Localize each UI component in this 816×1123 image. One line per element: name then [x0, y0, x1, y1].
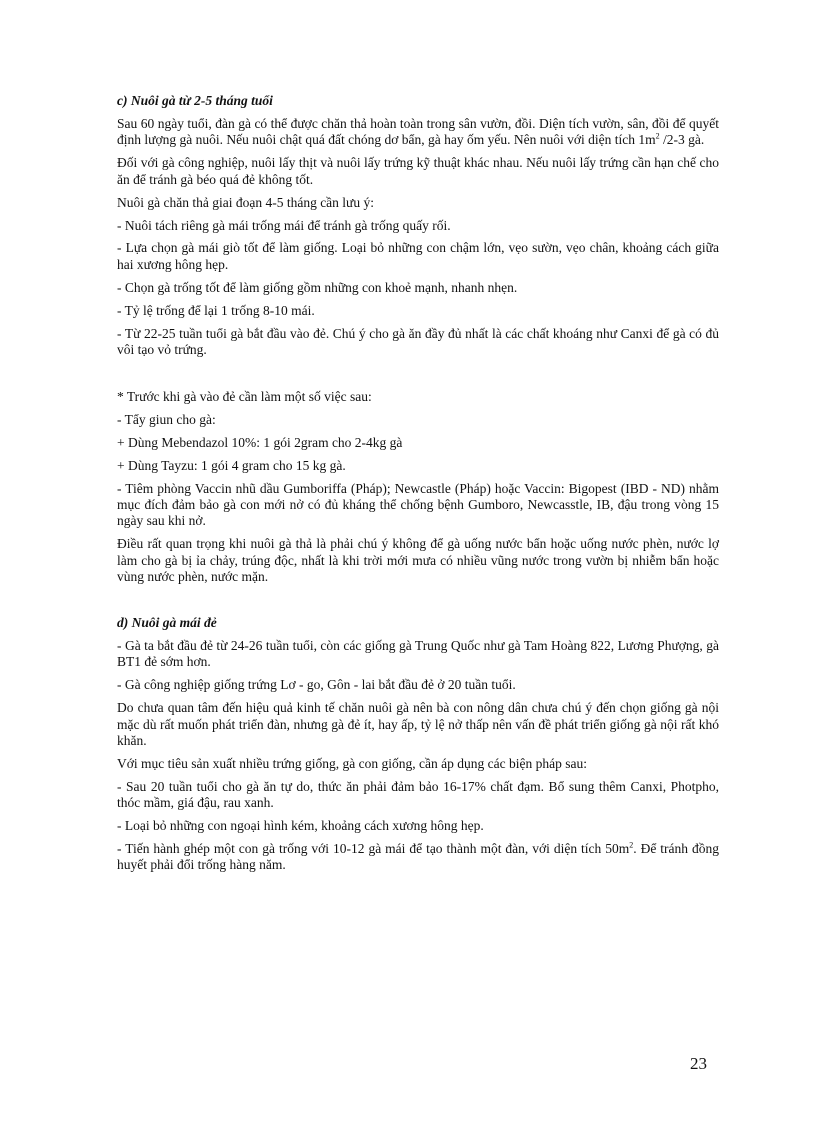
paragraph: Do chưa quan tâm đến hiệu quả kinh tế chăn nuôi gà nên bà con nông dân chưa chú ý đến chọn giống gà nội mặc dù rất muốn phát triển đàn, nhưng gà đẻ ít, hay ấp, tỷ lệ nở thấp nên vấn đề phát triển giống gà nội rất khó khăn.: [117, 700, 719, 748]
superscript: 2: [629, 840, 634, 850]
list-item: + Dùng Tayzu: 1 gói 4 gram cho 15 kg gà.: [117, 457, 346, 473]
text: /2-3 gà.: [659, 132, 705, 148]
page-content: [117, 92, 719, 880]
paragraph: Điều rất quan trọng khi nuôi gà thả là phải chú ý không để gà uống nước bẩn hoặc uống nước phèn, nước lợ làm cho gà bị ỉa chảy, trúng độc, nhất là khi trời mới mưa có nhiều vũng nước trong vườn bị nhiễm bẩn hoặc vùng nước phèn, nước mặn.: [117, 536, 719, 585]
text: - Tiến hành ghép một con gà trống với 10-12 gà mái để tạo thành một đàn, với diện tích 50m: [117, 841, 630, 856]
text: . Để tránh đồng huyết phải đổi trống hàng năm.: [117, 841, 719, 873]
list-item: + Dùng Mebendazol 10%: 1 gói 2gram cho 2-4kg gà: [117, 434, 403, 450]
list-item: - Gà công nghiệp giống trứng Lơ - go, Gôn - lai bắt đầu đẻ ở 20 tuần tuổi.: [117, 677, 516, 693]
text: Sau 60 ngày tuổi, đàn gà có thể được chăn thả hoàn toàn trong sân vườn, đồi. Diện tích vườn, sân, đồi để quyết định lượng gà nuôi. Nếu nuôi chật quá đất chóng dơ bẩn, gà hay ốm yếu. Nên nuôi với diện tích 1m: [117, 116, 719, 148]
page-number: 23: [690, 1054, 707, 1073]
paragraph: Nuôi gà chăn thả giai đoạn 4-5 tháng cần lưu ý:: [117, 194, 374, 210]
list-item: - Tẩy giun cho gà:: [117, 411, 216, 427]
list-item: - Nuôi tách riêng gà mái trống mái để tránh gà trống quấy rối.: [117, 217, 451, 233]
paragraph: Đối với gà công nghiệp, nuôi lấy thịt và nuôi lấy trứng kỹ thuật khác nhau. Nếu nuôi lấy trứng cần hạn chế cho ăn để tránh gà béo quá đẻ không tốt.: [117, 155, 719, 187]
list-item: - Loại bỏ những con ngoại hình kém, khoảng cách xương hông hẹp.: [117, 818, 484, 834]
spacer: [117, 365, 719, 389]
list-item: - Lựa chọn gà mái giò tốt để làm giống. Loại bỏ những con chậm lớn, vẹo sườn, vẹo chân, khoảng cách giữa hai xương hông hẹp.: [117, 240, 719, 272]
section-d-heading: d) Nuôi gà mái đẻ: [117, 614, 217, 630]
section-c-heading: c) Nuôi gà từ 2-5 tháng tuổi: [117, 93, 273, 108]
superscript: 2: [655, 131, 660, 141]
list-item: - Sau 20 tuần tuổi cho gà ăn tự do, thức ăn phải đảm bảo 16-17% chất đạm. Bổ sung thêm Canxi, Photpho, thóc mầm, giá đậu, rau xanh.: [117, 778, 719, 811]
list-item: - Tiêm phòng Vaccin nhũ dầu Gumboriffa (Pháp); Newcastle (Pháp) hoặc Vaccin: Bigopest (IBD - ND) nhằm mục đích đảm bảo gà con mới nở có đủ kháng thể chống bệnh Gumboro, Newcasstle, IB, đậu trong vòng 15 ngày sau khi nở.: [117, 480, 719, 529]
paragraph: [117, 116, 719, 149]
list-item: - Tỷ lệ trống để lại 1 trống 8-10 mái.: [117, 302, 315, 318]
list-item: - Chọn gà trống tốt để làm giống gồm những con khoẻ mạnh, nhanh nhẹn.: [117, 279, 518, 295]
list-item: - Gà ta bắt đầu đẻ từ 24-26 tuần tuổi, còn các giống gà Trung Quốc như gà Tam Hoàng 822, Lương Phượng, gà BT1 đẻ sớm hơn.: [117, 637, 719, 670]
spacer: [117, 592, 719, 614]
list-item: - Từ 22-25 tuần tuổi gà bắt đầu vào đẻ. Chú ý cho gà ăn đầy đủ nhất là các chất khoáng như Canxi để gà có đủ vôi tạo vỏ trứng.: [117, 325, 719, 357]
list-item: [117, 841, 719, 874]
paragraph: Với mục tiêu sản xuất nhiều trứng giống, gà con giống, cần áp dụng các biện pháp sau:: [117, 755, 587, 771]
paragraph: * Trước khi gà vào đẻ cần làm một số việc sau:: [117, 388, 372, 404]
